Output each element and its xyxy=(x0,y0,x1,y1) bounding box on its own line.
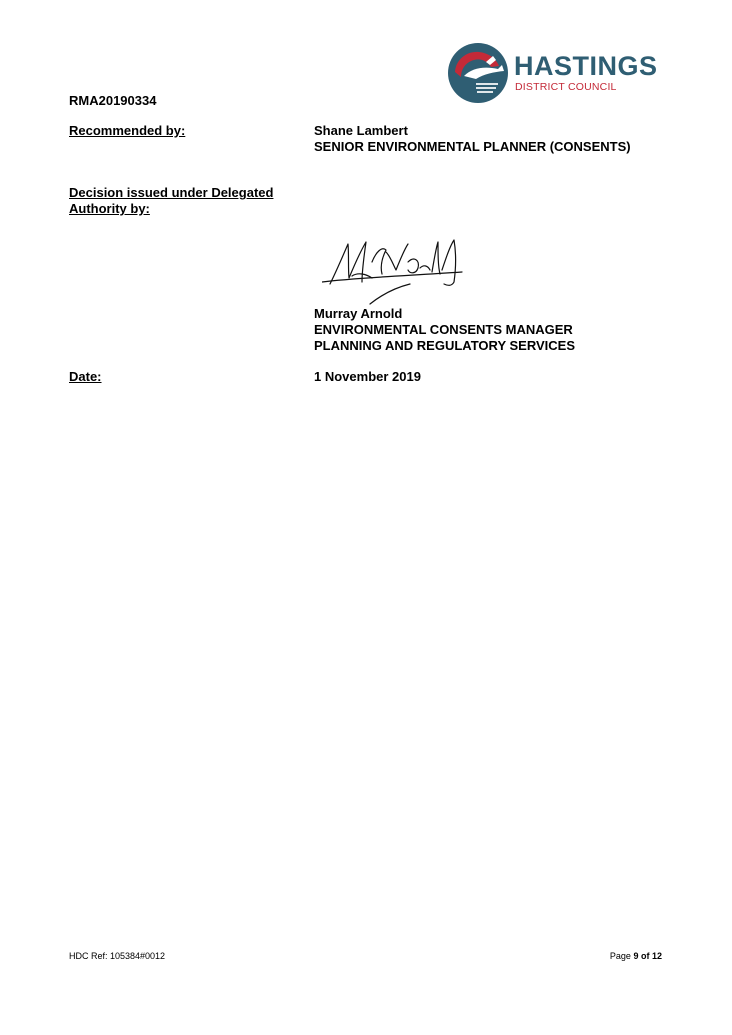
hastings-district-council-logo xyxy=(446,42,660,104)
page-total: 12 xyxy=(651,951,662,961)
logo-emblem-icon xyxy=(446,42,510,104)
decision-label-line2: Authority by: xyxy=(69,201,150,216)
footer-reference: HDC Ref: 105384#0012 xyxy=(69,951,166,961)
date-label: Date: xyxy=(69,369,102,384)
decision-label-line1: Decision issued under Delegated xyxy=(69,185,274,200)
page-of: of xyxy=(640,951,650,961)
handwritten-signature xyxy=(322,232,472,307)
page-prefix: Page xyxy=(609,951,631,961)
signatory-title-line1: ENVIRONMENTAL CONSENTS MANAGER xyxy=(314,322,573,337)
logo-wordmark: HASTINGS xyxy=(514,51,658,81)
page-number xyxy=(610,951,662,962)
recommended-by-label: Recommended by: xyxy=(69,123,186,138)
logo-subtitle: DISTRICT COUNCIL xyxy=(515,81,617,93)
document-reference: RMA20190334 xyxy=(69,93,157,108)
signatory-name: Murray Arnold xyxy=(314,306,403,321)
date-value: 1 November 2019 xyxy=(314,369,421,384)
signatory-title-line2: PLANNING AND REGULATORY SERVICES xyxy=(314,338,575,353)
page-current: 9 xyxy=(633,951,639,961)
recommender-title: SENIOR ENVIRONMENTAL PLANNER (CONSENTS) xyxy=(314,139,631,154)
recommender-name: Shane Lambert xyxy=(314,123,408,138)
